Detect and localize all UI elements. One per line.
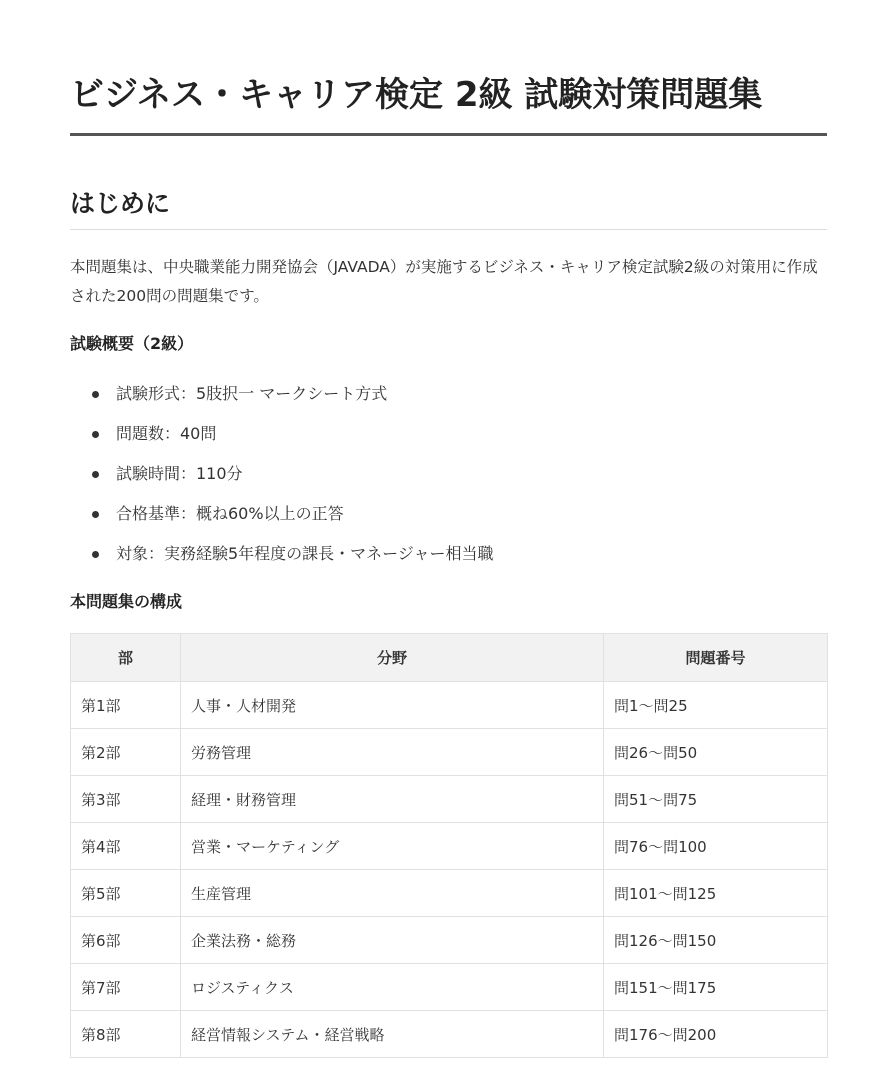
column-header-question-range: 問題番号: [604, 634, 828, 682]
intro-paragraph: 本問題集は、中央職業能力開発協会（JAVADA）が実施するビジネス・キャリア検定試験2級の対策用に作成された200問の問題集です。: [70, 258, 818, 305]
intro-heading: はじめに: [70, 189, 171, 218]
part-cell: 第4部: [71, 823, 181, 870]
overview-item-text: 試験形式：5肢択一 マークシート方式: [116, 384, 388, 403]
table-row: [71, 729, 828, 776]
question-range-cell: 問26〜問50: [604, 729, 828, 776]
table-row: [71, 776, 828, 823]
overview-item: [92, 379, 494, 419]
bullet-icon: [92, 391, 99, 398]
table-row: [71, 917, 828, 964]
title-divider: [70, 133, 827, 136]
intro-heading-divider: [70, 229, 827, 230]
bullet-icon: [92, 551, 99, 558]
part-cell: 第6部: [71, 917, 181, 964]
table-row: [71, 964, 828, 1011]
field-cell: ロジスティクス: [181, 964, 604, 1011]
part-cell: 第5部: [71, 870, 181, 917]
field-cell: 営業・マーケティング: [181, 823, 604, 870]
part-cell: 第3部: [71, 776, 181, 823]
bullet-icon: [92, 511, 99, 518]
overview-item-text: 試験時間：110分: [116, 464, 243, 483]
bullet-icon: [92, 431, 99, 438]
overview-list: [92, 379, 494, 579]
field-cell: 経理・財務管理: [181, 776, 604, 823]
table-header-row: [71, 634, 828, 682]
field-cell: 企業法務・総務: [181, 917, 604, 964]
overview-item: [92, 459, 494, 499]
overview-item: [92, 539, 494, 579]
structure-table: [70, 633, 828, 1058]
column-header-field: 分野: [181, 634, 604, 682]
field-cell: 生産管理: [181, 870, 604, 917]
structure-heading: 本問題集の構成: [70, 592, 183, 611]
question-range-cell: 問176〜問200: [604, 1011, 828, 1058]
question-range-cell: 問101〜問125: [604, 870, 828, 917]
question-range-cell: 問76〜問100: [604, 823, 828, 870]
question-range-cell: 問1〜問25: [604, 682, 828, 729]
field-cell: 労務管理: [181, 729, 604, 776]
question-range-cell: 問51〜問75: [604, 776, 828, 823]
overview-item: [92, 419, 494, 459]
part-cell: 第1部: [71, 682, 181, 729]
overview-item: [92, 499, 494, 539]
page-title: ビジネス・キャリア検定 2級 試験対策問題集: [70, 75, 763, 115]
overview-item-text: 対象：実務経験5年程度の課長・マネージャー相当職: [116, 544, 494, 563]
table-row: [71, 1011, 828, 1058]
part-cell: 第8部: [71, 1011, 181, 1058]
question-range-cell: 問126〜問150: [604, 917, 828, 964]
field-cell: 経営情報システム・経営戦略: [181, 1011, 604, 1058]
overview-item-text: 問題数：40問: [116, 424, 217, 443]
question-range-cell: 問151〜問175: [604, 964, 828, 1011]
part-cell: 第2部: [71, 729, 181, 776]
column-header-part: 部: [71, 634, 181, 682]
overview-heading: 試験概要（2級）: [70, 334, 194, 353]
bullet-icon: [92, 471, 99, 478]
field-cell: 人事・人材開発: [181, 682, 604, 729]
part-cell: 第7部: [71, 964, 181, 1011]
table-row: [71, 823, 828, 870]
table-row: [71, 870, 828, 917]
overview-item-text: 合格基準：概ね60%以上の正答: [116, 504, 344, 523]
table-row: [71, 682, 828, 729]
